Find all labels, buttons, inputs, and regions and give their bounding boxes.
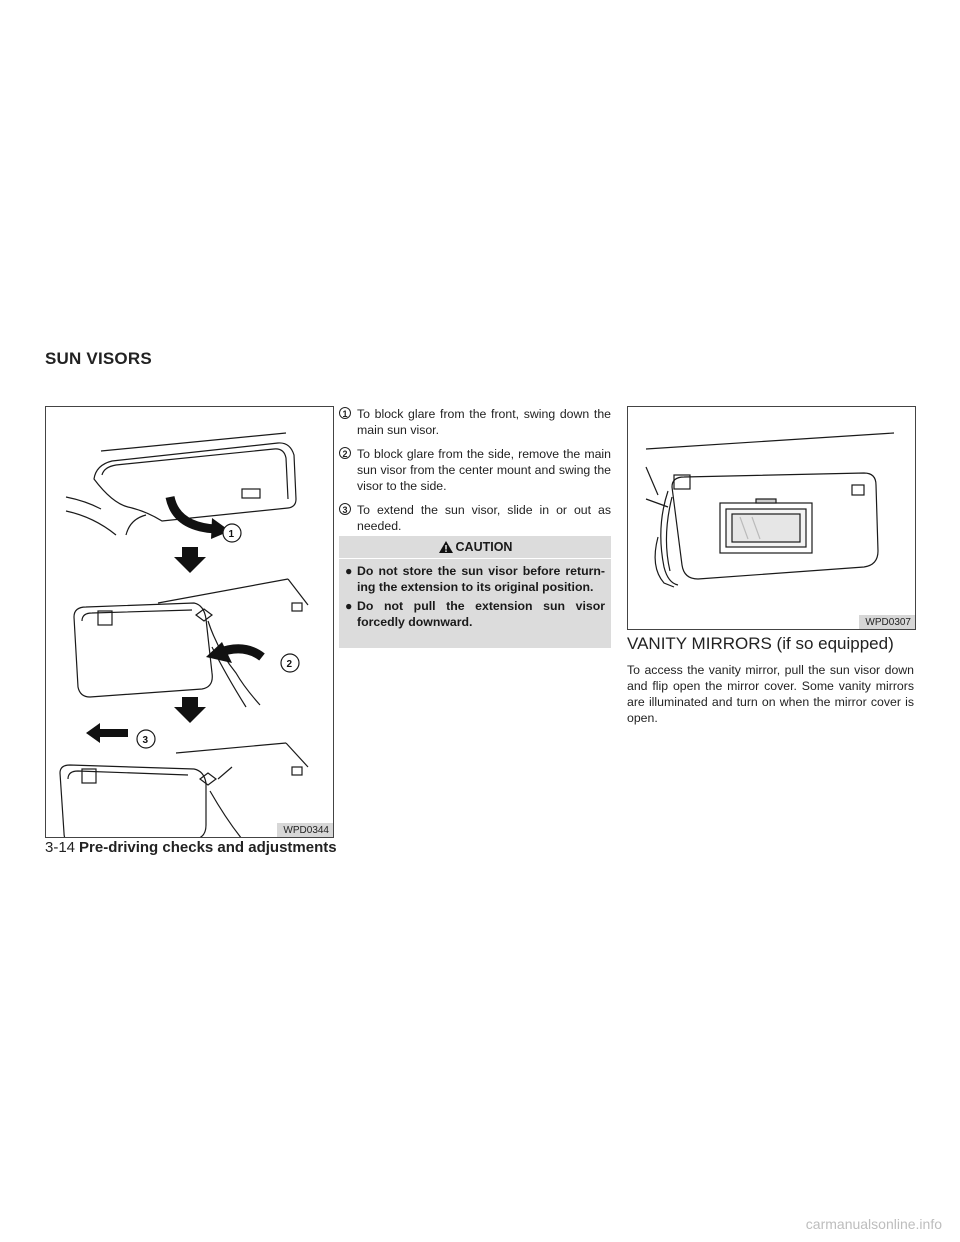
caution-text: Do not pull the extension sun visor forcedly downward.	[357, 599, 605, 629]
chapter-title: Pre-driving checks and adjustments	[79, 839, 337, 856]
step-text: To block glare from the front, swing down the main sun visor.	[357, 407, 611, 437]
vanity-mirrors-text: To access the vanity mirror, pull the sun visor down and flip open the mirror cover. Some vanity mirrors are illuminated and turn on when the mirror cover is open.	[627, 663, 914, 725]
page-number: 3-14	[45, 839, 76, 856]
vanity-mirror-drawing	[628, 407, 915, 629]
caution-box	[339, 536, 611, 648]
callout-2: 2	[286, 659, 293, 670]
callout-3: 3	[142, 735, 149, 746]
step-text: To block glare from the side, remove the main sun visor from the center mount and swing the visor to the side.	[357, 447, 611, 493]
section-title: SUN VISORS	[45, 349, 152, 368]
vanity-mirrors-heading: VANITY MIRRORS (if so equipped)	[627, 634, 894, 653]
sun-visor-illustration	[45, 406, 334, 838]
watermark-link[interactable]: carmanualsonline.info	[805, 1216, 942, 1232]
step-text: To extend the sun visor, slide in or out as needed.	[357, 503, 611, 533]
caution-title: CAUTION	[455, 540, 513, 554]
caution-item	[345, 598, 605, 630]
caution-list	[345, 563, 605, 633]
caution-item	[345, 563, 605, 595]
step-number: 2	[339, 447, 351, 459]
figure-code-left: WPD0344	[277, 823, 333, 837]
page-footer	[45, 839, 337, 856]
figure-code-right: WPD0307	[859, 615, 915, 629]
caution-header	[339, 536, 611, 559]
step-item	[339, 446, 611, 494]
callout-1: 1	[228, 529, 235, 540]
bullet-icon: ●	[345, 599, 353, 613]
warning-triangle-icon	[438, 540, 454, 554]
step-item	[339, 406, 611, 438]
step-item	[339, 502, 611, 534]
step-number: 1	[339, 407, 351, 419]
steps-list	[339, 406, 611, 542]
step-number: 3	[339, 503, 351, 515]
bullet-icon: ●	[345, 564, 353, 578]
sun-visor-drawing	[46, 407, 333, 837]
caution-text: Do not store the sun visor before return-ing the extension to its original position.	[357, 564, 605, 594]
vanity-mirror-illustration	[627, 406, 916, 630]
